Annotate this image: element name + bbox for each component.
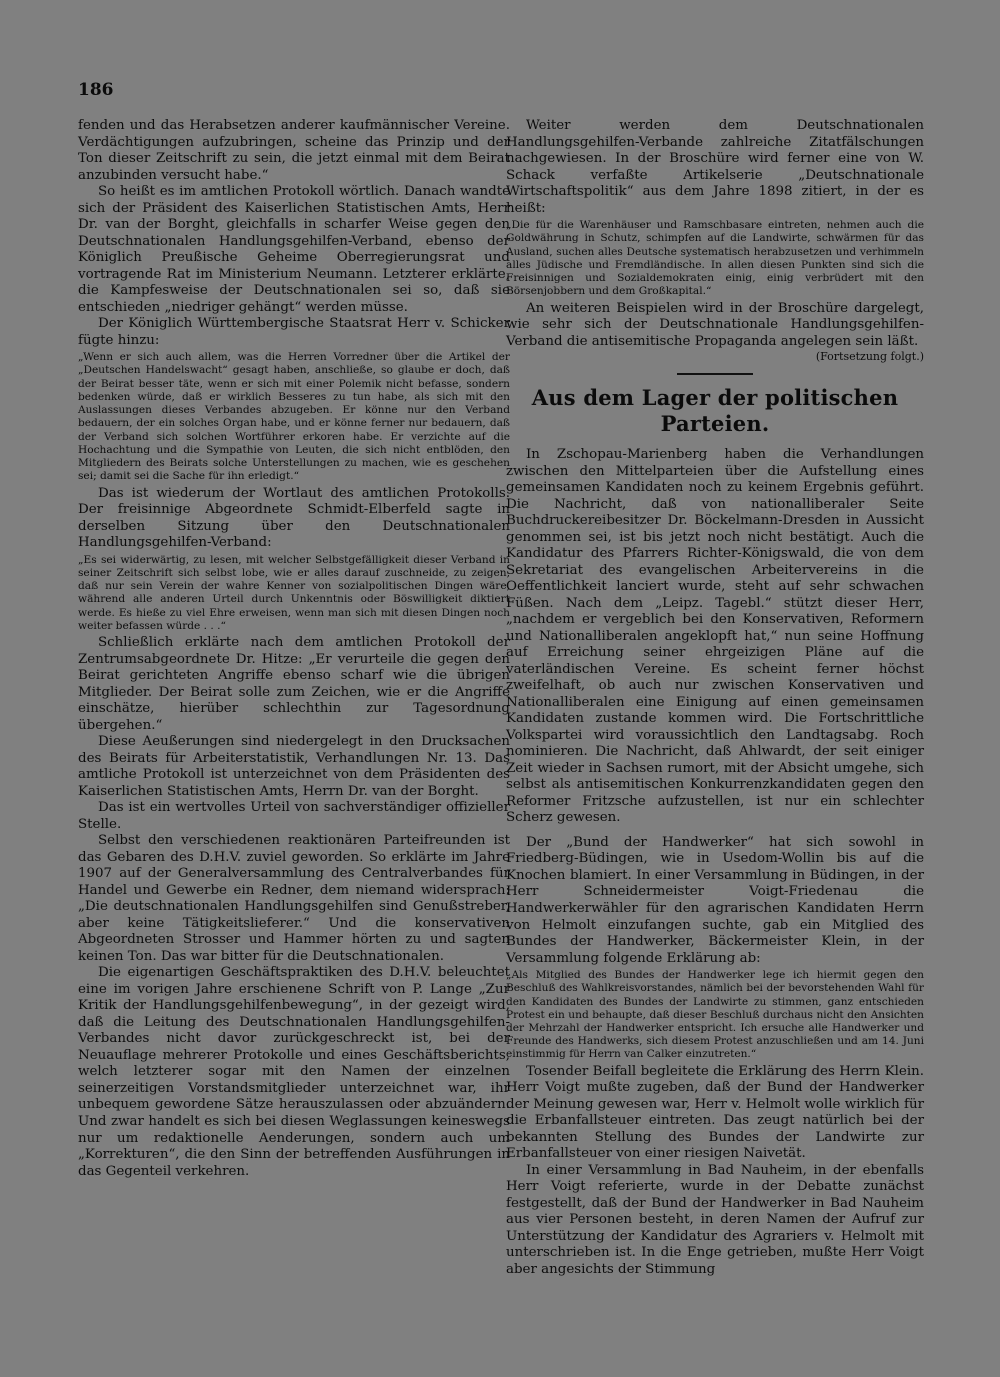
paragraph: Der Königlich Württembergische Staatsrat Herr v. Schicker fügte hinzu: [78,316,510,348]
right-column-top [506,118,924,350]
paragraph: Die eigenartigen Geschäftspraktiken des D.H.V. beleuchtet eine im vorigen Jahre erschienene Schrift von P. Lange „Zur Kritik der Handlungsgehilfenbewegung“, in der gezeigt wird, daß die Leitung des Deutschnationalen Handlungsgehilfen-Verbandes nicht davor zurückgeschreckt ist, bei der Neuauflage mehrerer Protokolle und eines Geschäftsberichts, welch letzterer sogar mit den Namen der einzelnen seinerzeitigen Vorstandsmitglieder unterzeichnet war, ihr unbequem gewordene Sätze herauszulassen oder abzuändern. Und zwar handelt es sich bei diesen Weglassungen keineswegs nur um redaktionelle Aenderungen, sondern auch um „Korrekturen“, die den Sinn der betreffenden Ausführungen in das Gegenteil verkehren. [78,965,510,1179]
paragraph: Tosender Beifall begleitete die Erklärung des Herrn Klein. Herr Voigt mußte zugeben, daß der Bund der Handwerker der Meinung gewesen war, Herr v. Helmolt wolle wirklich für die Erbanfallsteuer eintreten. Das zeugt natürlich bei der bekannten Stellung des Bundes der Landwirte zur Erbanfallsteuer von einer riesigen Naivetät. [506,1063,924,1162]
quotation: „Wenn er sich auch allem, was die Herren Vorredner über die Artikel der „Deutschen Handelswacht“ gesagt haben, anschließe, so glaube er doch, daß der Beirat besser täte, wenn er sich mit einer Polemik nicht befasse, sondern bedenken würde, daß er wirklich Besseres zu tun habe, als sich mit den Auslassungen dieses Verbandes abzugeben. Er könne nur den Verband bedauern, der ein solches Organ habe, und er könne ferner nur bedauern, daß der Verband sich solchen Wortführer erkoren habe. Er verzichte auf die Hochachtung und die Sympathie von Leuten, die sich nicht entblöden, den Mitgliedern des Beirats solche Unterstellungen zu machen, wie es geschehen sei; damit sei die Sache für ihn erledigt.“ [78,351,510,483]
paragraph: Selbst den verschiedenen reaktionären Parteifreunden ist das Gebaren des D.H.V. zuviel geworden. So erklärte im Jahre 1907 auf der Generalversammlung des Centralverbandes für Handel und Gewerbe ein Redner, dem niemand widersprach: „Die deutschnationalen Handlungsgehilfen sind Genußstreber, aber keine Tätigkeitslieferer.“ Und die konservativen Abgeordneten Strosser und Hammer hörten zu und sagten keinen Ton. Das war bitter für die Deutschnationalen. [78,833,510,964]
paragraph: So heißt es im amtlichen Protokoll wörtlich. Danach wandte sich der Präsident des Kaiserlichen Statistischen Amts, Herr Dr. van der Borght, gleichfalls in scharfer Weise gegen den Deutschnationalen Handlungsgehilfen-Verband, ebenso der Königlich Preußische Geheime Oberregierungsrat und vortragende Rat im Ministerium Neumann. Letzterer erklärte, die Kampfesweise der Deutschnationalen sei so, daß sie entschieden „niedriger gehängt“ werden müsse. [78,184,510,315]
quotation: „Es sei widerwärtig, zu lesen, mit welcher Selbstgefälligkeit dieser Verband in seiner Zeitschrift sich selbst lobe, wie er alles darauf zuschneide, zu zeigen, daß nur sein Verein der wahre Kenner von sozialpolitischen Dingen wäre, während alle anderen Urteil durch Unkenntnis oder Böswilligkeit diktiert werde. Es hieße zu viel Ehre erweisen, wenn man sich mit diesen Dingen noch weiter befassen würde . . .“ [78,553,510,632]
paragraph: fenden und das Herabsetzen anderer kaufmännischer Vereine. Verdächtigungen aufzubringen, scheine das Prinzip und der Ton dieser Zeitschrift zu sein, die jetzt einmal mit dem Beirat anzubinden versucht habe.“ [78,118,510,183]
paragraph: In Zschopau-Marienberg haben die Verhandlungen zwischen den Mittelparteien über die Aufstellung eines gemeinsamen Kandidaten noch zu keinem Ergebnis geführt. Die Nachricht, daß von nationalliberaler Seite Buchdruckereibesitzer Dr. Böckelmann-Dresden in Aussicht genommen sei, ist bis jetzt noch nicht bestätigt. Auch die Kandidatur des Pfarrers Richter-Königswald, die von dem Sekretariat des evangelischen Arbeitervereins in die Oeffentlichkeit lanciert wurde, steht auf sehr schwachen Füßen. Nach dem „Leipz. Tagebl.“ stützt dieser Herr, „nachdem er vergeblich bei den Konservativen, Reformern und Nationalliberalen angeklopft hat,“ nun seine Hoffnung auf Erreichung seiner ehrgeizigen Pläne auf die vaterländischen Vereine. Es scheint ferner höchst zweifelhaft, ob auch nur zwischen Konservativen und Nationalliberalen eine Einigung auf einen gemeinsamen Kandidaten zustande kommen wird. Die Fortschrittliche Volkspartei wird voraussichtlich den Landtagsabg. Roch nominieren. Die Nachricht, daß Ahlwardt, der seit einiger Zeit wieder in Sachsen rumort, mit der Absicht umgehe, sich selbst als antisemitischen Konkurrenzkandidaten gegen den Reformer Fritzsche aufzustellen, ist nur ein schlechter Scherz gewesen. [506,447,924,826]
paragraph-gap [506,827,924,835]
page-number: 186 [78,80,114,100]
paragraph: In einer Versammlung in Bad Nauheim, in der ebenfalls Herr Voigt referierte, wurde in der Debatte zunächst festgestellt, daß der Bund der Handwerker in Bad Nauheim aus vier Personen besteht, in deren Namen der Aufruf zur Unterstützung der Kandidatur des Agrariers v. Helmolt mit unterschrieben ist. In die Enge getrieben, mußte Herr Voigt aber angesichts der Stimmung [506,1162,924,1277]
paragraph: Der „Bund der Handwerker“ hat sich sowohl in Friedberg-Büdingen, wie in Usedom-Wollin bis auf die Knochen blamiert. In einer Versammlung in Büdingen, in der Herr Schneidermeister Voigt-Friedenau die Handwerkerwähler für den agrarischen Kandidaten Herrn von Helmolt einzufangen suchte, gab ein Mitglied des Bundes der Handwerker, Bäckermeister Klein, in der Versammlung folgende Erklärung ab: [506,834,924,966]
quotation: „Als Mitglied des Bundes der Handwerker lege ich hiermit gegen den Beschluß des Wahlkreisvorstandes, nämlich bei der bevorstehenden Wahl für den Kandidaten des Bundes der Landwirte zu stimmen, ganz entschieden Protest ein und behaupte, daß dieser Beschluß durchaus nicht den Ansichten der Mehrzahl der Handwerker entspricht. Ich ersuche alle Handwerker und Freunde des Handwerks, sich diesem Protest anzuschließen und am 14. Juni einstimmig für Herrn van Calker einzutreten.“ [506,969,924,1061]
section-divider [677,373,753,375]
paragraph: Diese Aeußerungen sind niedergelegt in den Drucksachen des Beirats für Arbeiterstatistik, Verhandlungen Nr. 13. Das amtliche Protokoll ist unterzeichnet von dem Präsidenten des Kaiserlichen Statistischen Amts, Herrn Dr. van der Borght. [78,734,510,799]
left-column [78,118,510,1180]
right-column-bottom [506,447,924,1278]
paragraph: Weiter werden dem Deutschnationalen Handlungsgehilfen-Verbande zahlreiche Zitatfälschungen nachgewiesen. In der Broschüre wird ferner eine von W. Schack verfaßte Artikelserie „Deutschnationale Wirtschaftspolitik“ aus dem Jahre 1898 zitiert, in der es heißt: [506,118,924,216]
paragraph: Das ist wiederum der Wortlaut des amtlichen Protokolls. Der freisinnige Abgeordnete Schmidt-Elberfeld sagte in derselben Sitzung über den Deutschnationalen Handlungsgehilfen-Verband: [78,485,510,551]
continuation-note: (Fortsetzung folgt.) [815,350,924,364]
quotation: „Die für die Warenhäuser und Ramschbasare eintreten, nehmen auch die Goldwährung in Schutz, schimpfen auf die Landwirte, schwärmen für das Ausland, suchen alles Deutsche systematisch herabzusetzen und verhimmeln alles Jüdische und Fremdländische. In allen diesen Punkten sind sich die Freisinnigen und Sozialdemokraten einig, einig verbrüdert mit den Börsenjobbern und dem Großkapital.“ [506,219,924,298]
right-column [506,118,924,1278]
paragraph: An weiteren Beispielen wird in der Broschüre dargelegt, wie sehr sich der Deutschnationale Handlungsgehilfen-Verband die antisemitische Propaganda angelegen sein läßt. [506,300,924,349]
section-heading: Aus dem Lager der politischen Parteien. [531,385,899,437]
paragraph: Das ist ein wertvolles Urteil von sachverständiger offizieller Stelle. [78,800,510,832]
paragraph: Schließlich erklärte nach dem amtlichen Protokoll der Zentrumsabgeordnete Dr. Hitze: „Er verurteile die gegen den Beirat gerichteten Angriffe ebenso scharf wie die übrigen Mitglieder. Der Beirat solle zum Zeichen, wie er die Angriffe einschätze, hierüber schlechthin zur Tagesordnung übergehen.“ [78,635,510,733]
